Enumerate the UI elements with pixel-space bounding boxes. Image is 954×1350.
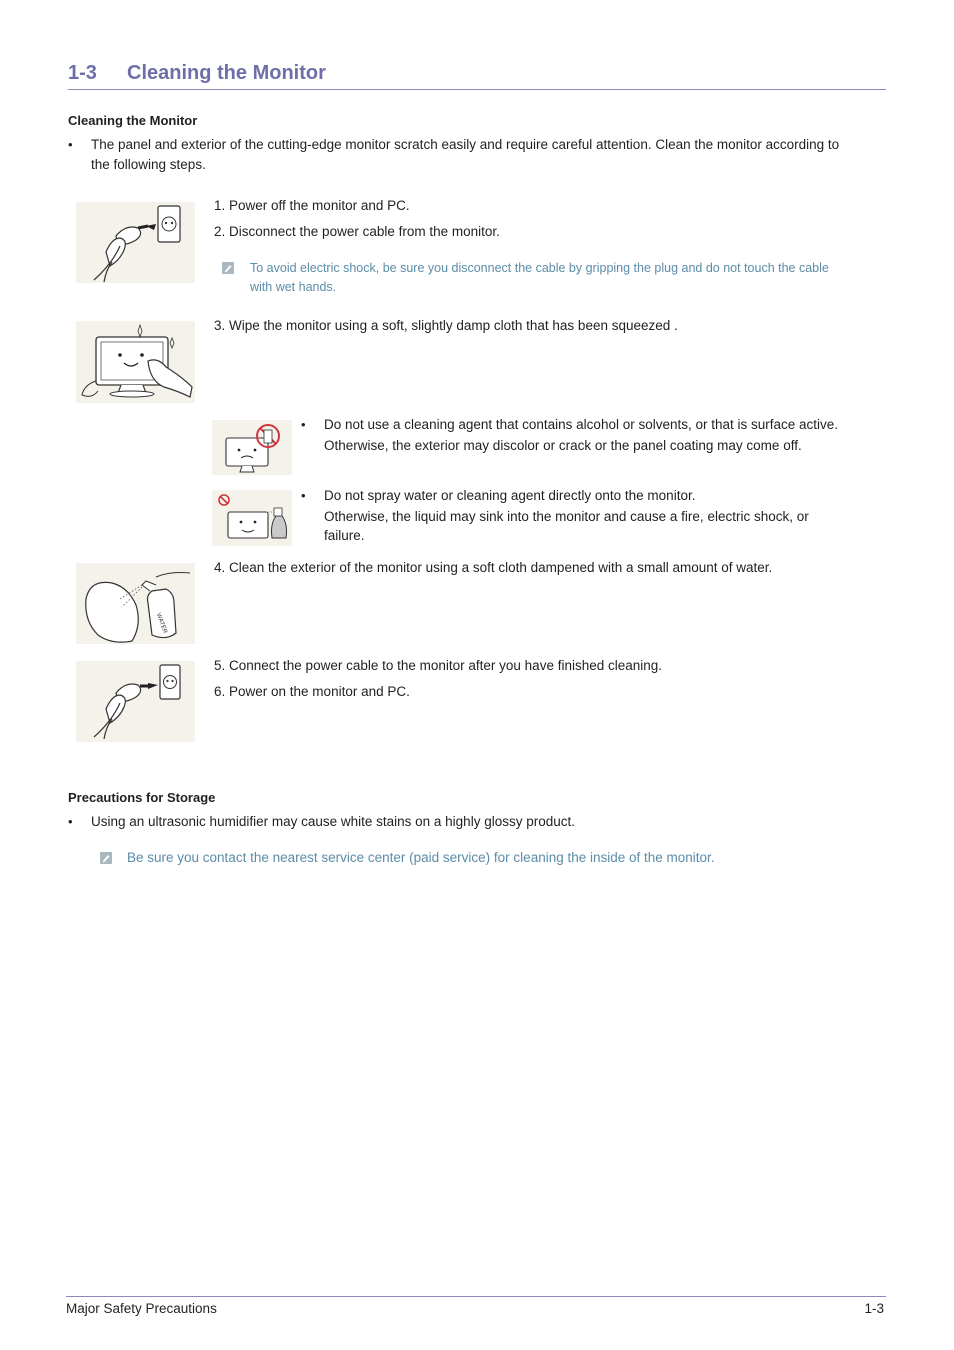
bullet-icon: • xyxy=(68,814,73,829)
damp-cloth-illustration xyxy=(76,563,195,644)
warning-spray-line1: Do not spray water or cleaning agent directly onto the monitor. xyxy=(324,488,696,503)
bullet-icon: • xyxy=(68,137,73,152)
step-2: 2. Disconnect the power cable from the monitor. xyxy=(214,224,500,239)
warning-cleaning-agent-line1: Do not use a cleaning agent that contains alcohol or solvents, or that is surface active. xyxy=(324,417,839,432)
warning-spray-line3: failure. xyxy=(324,528,365,543)
svg-text:WATER: WATER xyxy=(154,612,168,635)
bullet-icon: • xyxy=(301,488,306,503)
no-spray-illustration xyxy=(212,490,292,546)
page-title xyxy=(68,62,326,85)
intro-text-line1: The panel and exterior of the cutting-edge monitor scratch easily and require careful attention. Clean the monitor according to xyxy=(91,137,840,152)
plug-in-illustration xyxy=(76,661,195,742)
section-number: 1-3 xyxy=(68,62,97,84)
footer-page-number: 1-3 xyxy=(864,1301,884,1316)
note-icon xyxy=(222,262,234,274)
footer-chapter: Major Safety Precautions xyxy=(66,1301,217,1316)
note-service-center: Be sure you contact the nearest service center (paid service) for cleaning the inside of the monitor. xyxy=(127,850,715,865)
warning-cleaning-agent-line2: Otherwise, the exterior may discolor or crack or the panel coating may come off. xyxy=(324,438,802,453)
footer-divider xyxy=(66,1296,886,1297)
bullet-icon: • xyxy=(301,417,306,432)
storage-heading: Precautions for Storage xyxy=(68,790,216,805)
step-4: 4. Clean the exterior of the monitor using a soft cloth dampened with a small amount of water. xyxy=(214,560,773,575)
section-title: Cleaning the Monitor xyxy=(127,62,326,84)
step-5: 5. Connect the power cable to the monitor after you have finished cleaning. xyxy=(214,658,663,673)
wipe-monitor-illustration xyxy=(76,321,195,403)
note-electric-shock-line1: To avoid electric shock, be sure you disconnect the cable by gripping the plug and do not touch the cable xyxy=(250,261,829,275)
intro-text-line2: the following steps. xyxy=(91,157,206,172)
title-divider xyxy=(68,89,886,90)
step-3: 3. Wipe the monitor using a soft, slightly damp cloth that has been squeezed . xyxy=(214,318,678,333)
step-6: 6. Power on the monitor and PC. xyxy=(214,684,410,699)
cleaning-heading: Cleaning the Monitor xyxy=(68,113,198,128)
warning-spray-line2: Otherwise, the liquid may sink into the monitor and cause a fire, electric shock, or xyxy=(324,509,809,524)
unplug-illustration xyxy=(76,202,195,283)
no-chemicals-illustration xyxy=(212,420,292,475)
note-electric-shock-line2: with wet hands. xyxy=(250,280,337,294)
step-1: 1. Power off the monitor and PC. xyxy=(214,198,410,213)
storage-humidifier-text: Using an ultrasonic humidifier may cause white stains on a highly glossy product. xyxy=(91,814,575,829)
note-icon xyxy=(100,852,112,864)
